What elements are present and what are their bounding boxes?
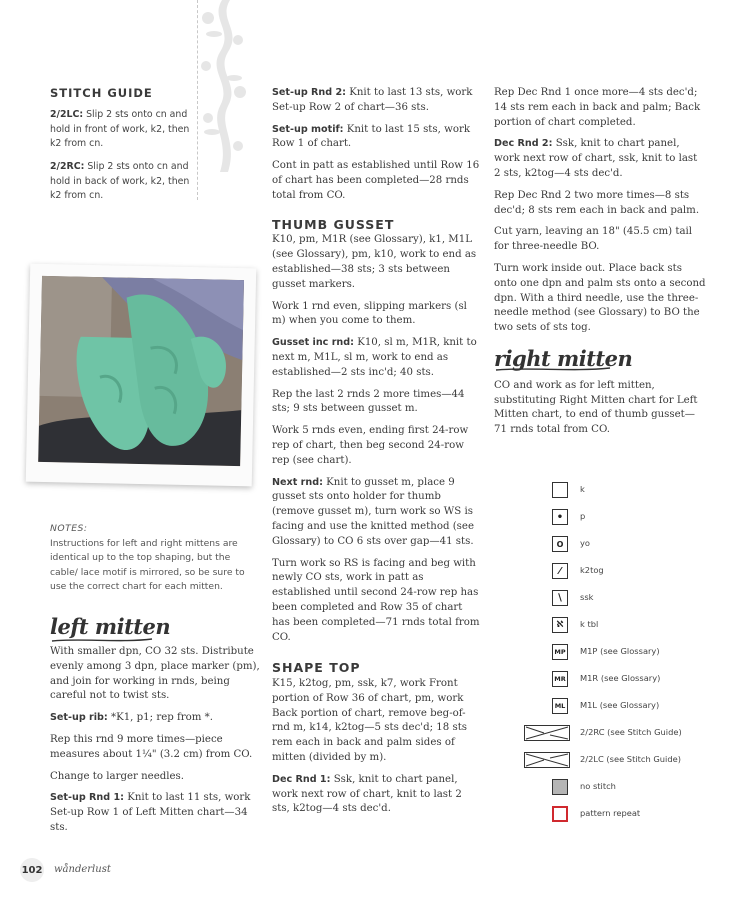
mittens-photo — [26, 264, 257, 487]
purl-symbol-icon: • — [552, 509, 568, 525]
notes-block — [50, 522, 260, 595]
left-mitten-instructions: With smaller dpn, CO 32 sts. Distribute evenly among 3 dpn, place marker (pm), and join for working in rnds, being careful not to twist sts. Set-up rib: *K1, p1; rep from *. Rep this rnd 9 more times—piece measures about 1¼" (3.2 cm) from CO. Change to larger needles. Set-up Rnd 1: Knit to last 11 sts, work Set-up Row 1 of Left Mitten chart—34 sts. — [50, 646, 260, 833]
notes-text: Instructions for left and right mittens are identical up to the top shaping, but the cable/ lace motif is mirrored, so be sure to use the correct chart for each mitten. — [50, 537, 245, 592]
cable-2-2-rc-symbol-icon — [524, 725, 570, 741]
right-mitten-heading: right mitten — [494, 345, 633, 371]
pattern-repeat-symbol-icon — [552, 806, 568, 822]
no-stitch-symbol-icon — [552, 779, 568, 795]
m1l-symbol-icon: ML — [552, 698, 568, 714]
notes-heading: NOTES: — [50, 523, 88, 534]
thumb-gusset-heading: THUMB GUSSET — [272, 216, 395, 232]
center-column: Set-up Rnd 2: Knit to last 13 sts, work Set-up Row 2 of chart—36 sts. Set-up motif: Knit to last 15 sts, work Row 1 of chart. Cont in patt as established until Row 16 of chart has been completed—28 rnds total from CO. THUMB GUSSET K10, pm, M1R (see Glossary), k1, M1L (see Glossary), pm, k10, work to end as established—38 sts; 3 sts between gusset markers. Work 1 rnd even, slipping markers (sl m) when you come to them. Gusset inc rnd: K10, sl m, M1R, knit to next m, M1L, sl m, work to end as established—2 sts inc'd; 40 sts. Rep the last 2 rnds 2 more times—44 sts; 9 sts between gusset m. Work 5 rnds even, ending first 24-row rep of chart, then beg second 24-row rep (see chart). Next rnd: Knit to gusset m, place 9 gusset sts onto holder for thumb (remove gusset m), turn work so WS is facing and use the knitted method (see Glossary) to CO 6 sts over gap—41 sts. Turn work so RS is facing and beg with newly CO sts, work in patt as established until second 24-row rep has been completed and Row 35 of chart has been completed—71 rnds total from CO. SHAPE TOP K15, k2tog, pm, ssk, k7, work Front portion of Row 36 of chart, pm, work Back portion of chart, remove beg-of-rnd m, k14, k2tog—5 sts dec'd; 18 sts rem each in back and palm sides of mitten (divided by m). Dec Rnd 1: Ssk, knit to chart panel, work next row of chart, knit to last 2 sts, k2tog—4 sts dec'd. — [272, 86, 482, 824]
k-tbl-symbol-icon: ℵ — [552, 617, 568, 633]
yarn-over-symbol-icon: O — [552, 536, 568, 552]
cable-2-2-lc-symbol-icon — [524, 752, 570, 768]
column-divider — [197, 0, 198, 200]
right-column: Rep Dec Rnd 1 once more—4 sts dec'd; 14 sts rem each in back and palm; Back portion of chart completed. Dec Rnd 2: Ssk, knit to chart panel, work next row of chart, ssk, knit to last 2 sts, k2tog—4 sts dec'd. Rep Dec Rnd 2 two more times—8 sts dec'd; 8 sts rem each in back and palm. Cut yarn, leaving an 18" (45.5 cm) tail for three-needle BO. Turn work inside out. Place back sts onto one dpn and palm sts onto a second dpn. With a third needle, use the three-needle method (see Glossary) to BO the two sets of sts tog. right mitten CO and work as for left mitten, substituting Right Mitten chart for Left Mitten chart, to end of thumb gusset—71 rnds total from CO. — [494, 87, 706, 436]
ssk-symbol-icon: ∖ — [552, 590, 568, 606]
stitch-guide-item: 2/2LC: Slip 2 sts onto cn and hold in front of work, k2, then k2 from cn. — [50, 109, 190, 149]
heading-underline — [50, 636, 154, 644]
left-mitten-heading: left mitten — [50, 614, 171, 639]
stitch-guide-heading: STITCH GUIDE — [50, 86, 153, 100]
floral-ornament — [196, 0, 248, 172]
shape-top-heading: SHAPE TOP — [272, 660, 361, 676]
stitch-guide-item: 2/2RC: Slip 2 sts onto cn and hold in back of work, k2, then k2 from cn. — [50, 161, 190, 201]
book-title: wånderlust — [54, 864, 111, 875]
page-number: 102 — [20, 858, 44, 882]
k2tog-symbol-icon: ⁄ — [552, 563, 568, 579]
knit-symbol-icon — [552, 482, 568, 498]
m1p-symbol-icon: MP — [552, 644, 568, 660]
m1r-symbol-icon: MR — [552, 671, 568, 687]
